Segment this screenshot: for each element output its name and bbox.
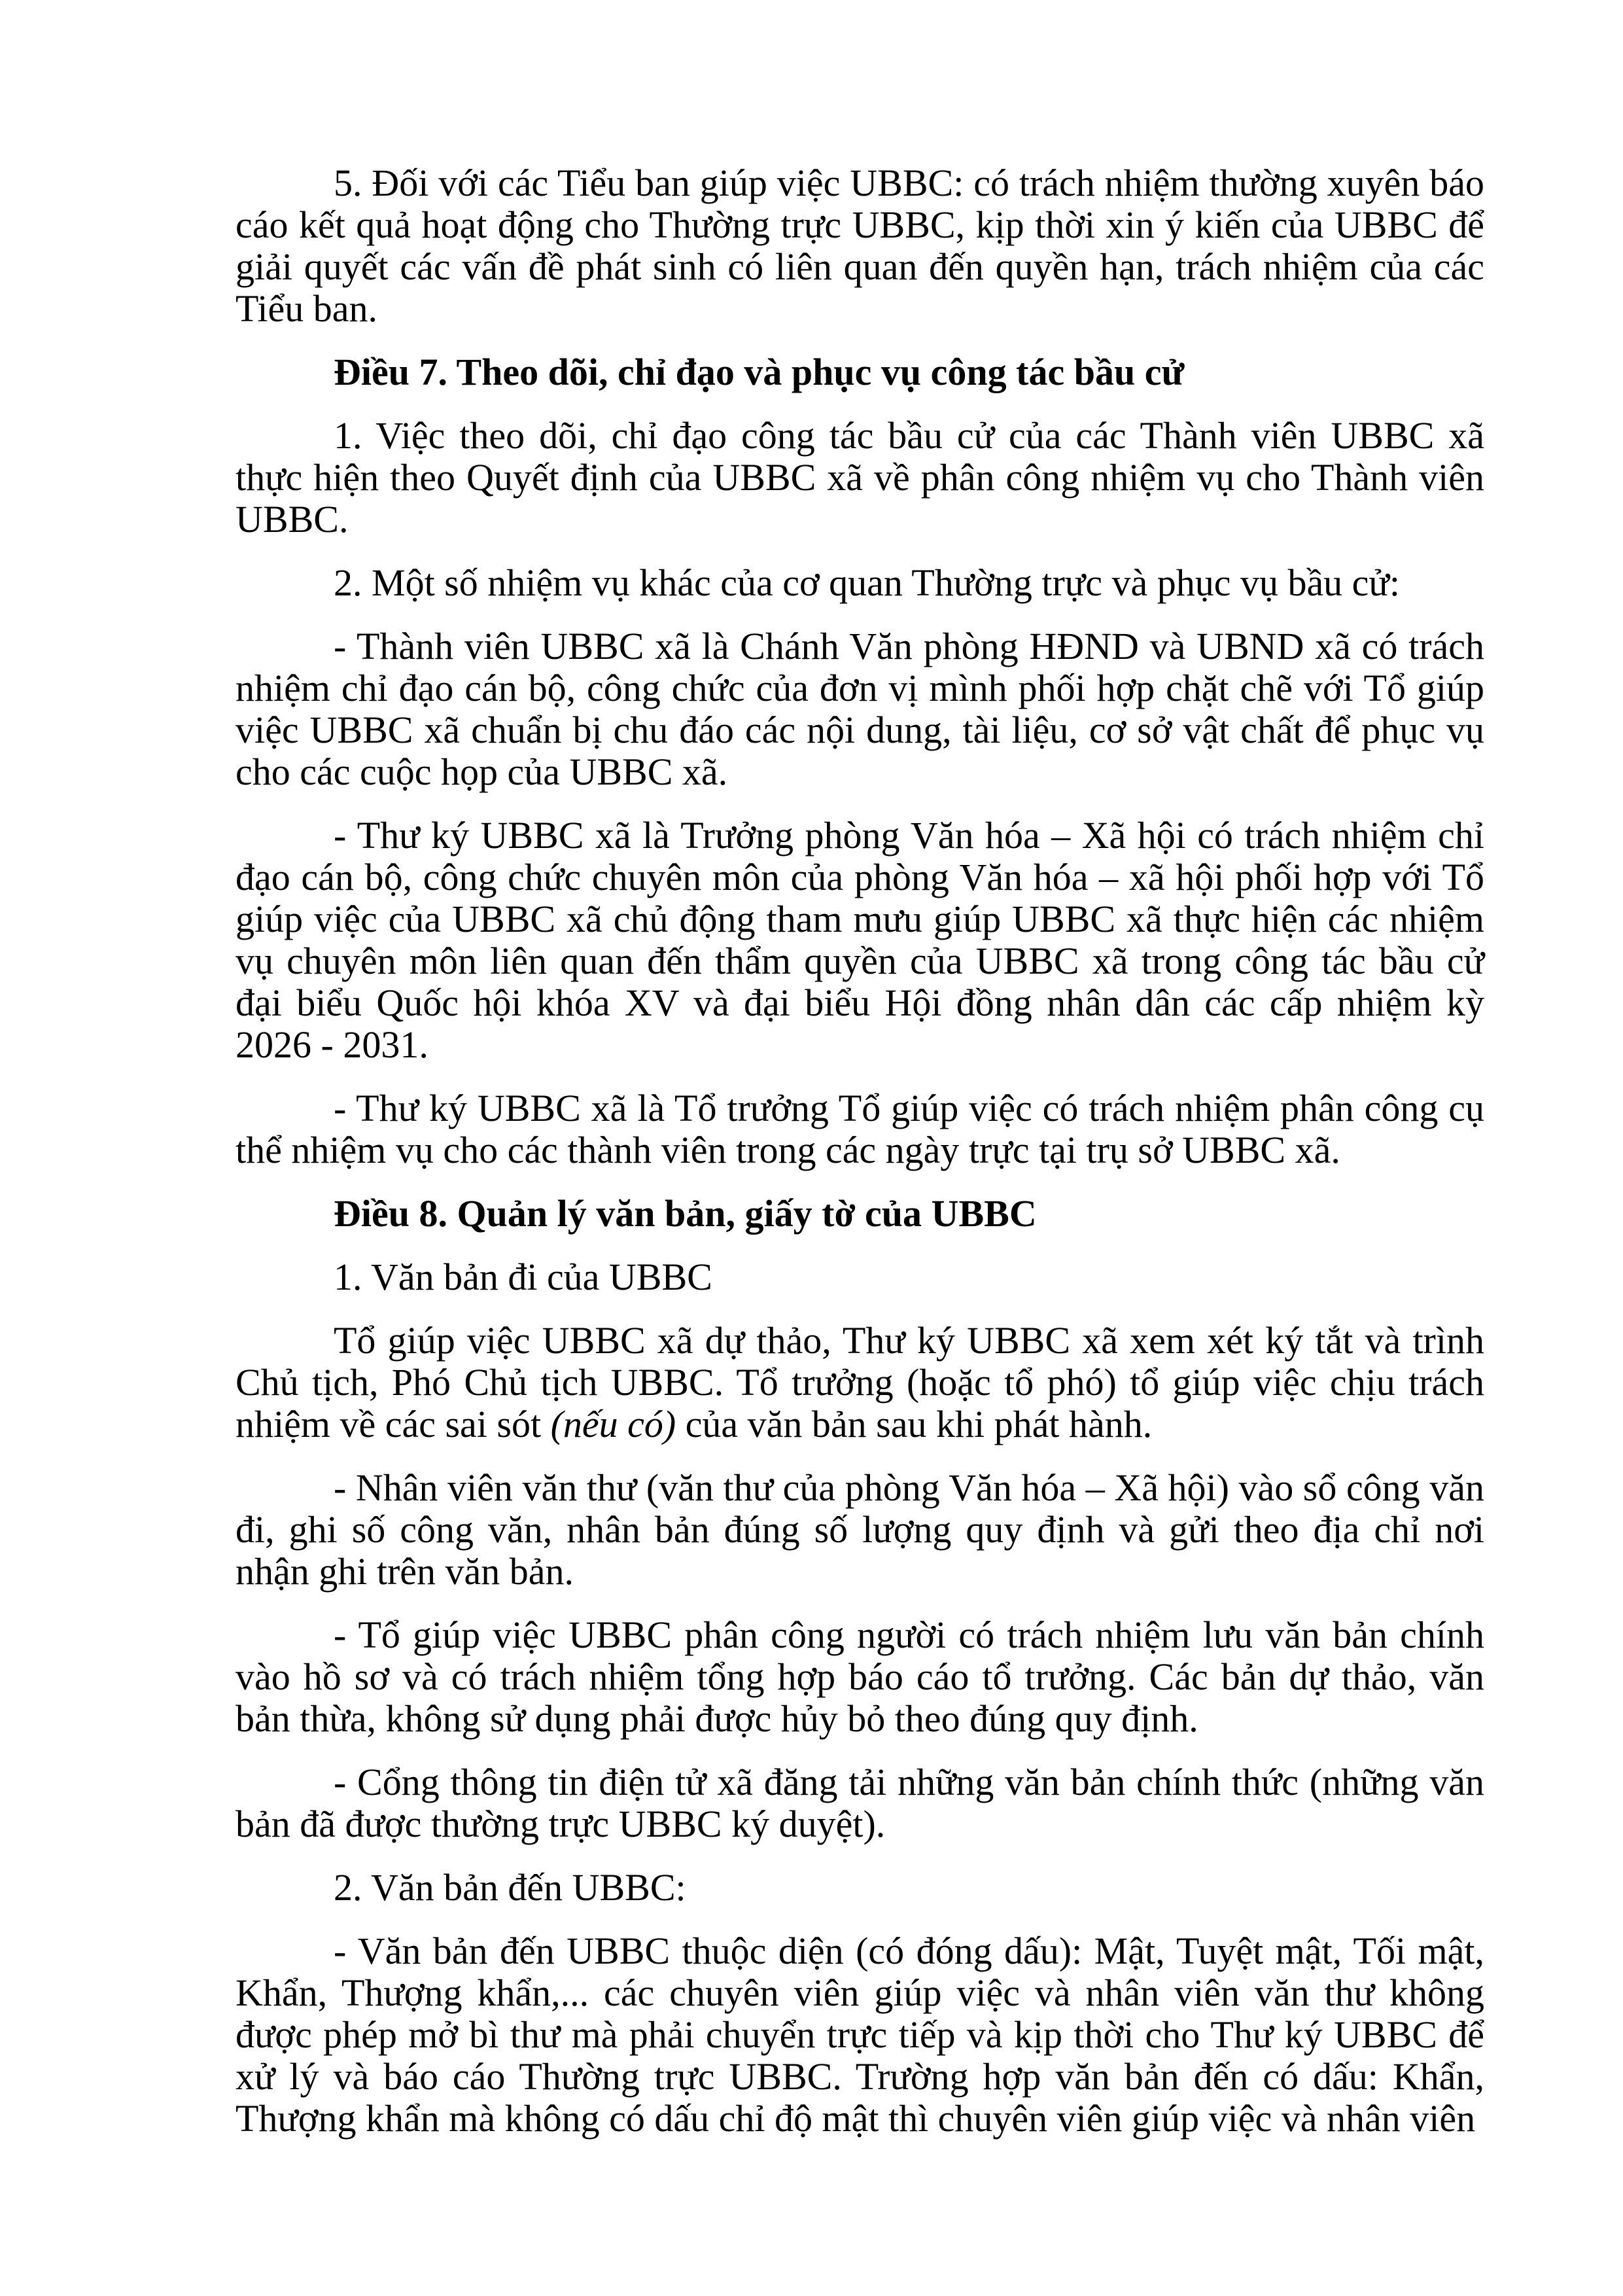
article-7-heading: Điều 7. Theo dõi, chỉ đạo và phục vụ công tác bầu cử — [334, 351, 1185, 393]
paragraph-5-subcommittees: 5. Đối với các Tiểu ban giúp việc UBBC: có trách nhiệm thường xuyên báo cáo kết quả hoạt động cho Thường trực UBBC, kịp thời xin ý kiến của UBBC để giải quyết các vấn đề phát sinh có liên quan đến quyền hạn, trách nhiệm của các Tiểu ban. — [236, 162, 1484, 330]
paragraph-7-2-team-leader: - Thư ký UBBC xã là Tổ trưởng Tổ giúp việc có trách nhiệm phân công cụ thể nhiệm vụ cho các thành viên trong các ngày trực tại trụ sở UBBC xã. — [236, 1087, 1484, 1171]
paragraph-7-2-office-chief: - Thành viên UBBC xã là Chánh Văn phòng HĐND và UBND xã có trách nhiệm chỉ đạo cán bộ, công chức của đơn vị mình phối hợp chặt chẽ với Tổ giúp việc UBBC xã chuẩn bị chu đáo các nội dung, tài liệu, cơ sở vật chất để phục vụ cho các cuộc họp của UBBC xã. — [236, 625, 1484, 793]
paragraph-8-1-clerk: - Nhân viên văn thư (văn thư của phòng Văn hóa – Xã hội) vào sổ công văn đi, ghi số công văn, nhân bản đúng số lượng quy định và gửi theo địa chỉ nơi nhận ghi trên văn bản. — [236, 1466, 1484, 1593]
paragraph-7-2: 2. Một số nhiệm vụ khác của cơ quan Thường trực và phục vụ bầu cử: — [334, 561, 1400, 604]
italic-text: (nếu có) — [550, 1403, 676, 1445]
text: của văn bản sau khi phát hành. — [676, 1403, 1153, 1445]
paragraph-7-2-secretary: - Thư ký UBBC xã là Trưởng phòng Văn hóa – Xã hội có trách nhiệm chỉ đạo cán bộ, công chức chuyên môn của phòng Văn hóa – xã hội phối hợp với Tổ giúp việc của UBBC xã chủ động tham mưu giúp UBBC xã thực hiện các nhiệm vụ chuyên môn liên quan đến thẩm quyền của UBBC xã trong công tác bầu cử đại biểu Quốc hội khóa XV và đại biểu Hội đồng nhân dân các cấp nhiệm kỳ 2026 - 2031. — [236, 814, 1484, 1066]
paragraph-8-1-portal: - Cổng thông tin điện tử xã đăng tải những văn bản chính thức (những văn bản đã được thường trực UBBC ký duyệt). — [236, 1761, 1484, 1845]
document-page — [236, 162, 1484, 2140]
paragraph-8-1-drafting — [236, 1320, 1484, 1445]
paragraph-8-1: 1. Văn bản đi của UBBC — [334, 1256, 712, 1298]
paragraph-7-1: 1. Việc theo dõi, chỉ đạo công tác bầu cử của các Thành viên UBBC xã thực hiện theo Quyết định của UBBC xã về phân công nhiệm vụ cho Thành viên UBBC. — [236, 414, 1484, 540]
paragraph-8-1-archive: - Tổ giúp việc UBBC phân công người có trách nhiệm lưu văn bản chính vào hồ sơ và có trách nhiệm tổng hợp báo cáo tổ trưởng. Các bản dự thảo, văn bản thừa, không sử dụng phải được hủy bỏ theo đúng quy định. — [236, 1614, 1484, 1740]
paragraph-8-2: 2. Văn bản đến UBBC: — [334, 1866, 686, 1909]
article-8-heading: Điều 8. Quản lý văn bản, giấy tờ của UBBC — [334, 1192, 1037, 1235]
text: Tổ giúp việc UBBC xã dự thảo, Thư ký UBBC xã xem xét ký tắt và trình Chủ tịch, Phó Chủ tịch UBBC. Tổ trưởng (hoặc tổ phó) tổ giúp việc chịu trách nhiệm về các sai sót — [236, 1319, 1484, 1445]
paragraph-8-2-confidential: - Văn bản đến UBBC thuộc diện (có đóng dấu): Mật, Tuyệt mật, Tối mật, Khẩn, Thượng khẩn,... các chuyên viên giúp việc và nhân viên văn thư không được phép mở bì thư mà phải chuyển trực tiếp và kịp thời cho Thư ký UBBC để xử lý và báo cáo Thường trực UBBC. Trường hợp văn bản đến có dấu: Khẩn, Thượng khẩn mà không có dấu chỉ độ mật thì chuyên viên giúp việc và nhân viên — [236, 1930, 1484, 2140]
